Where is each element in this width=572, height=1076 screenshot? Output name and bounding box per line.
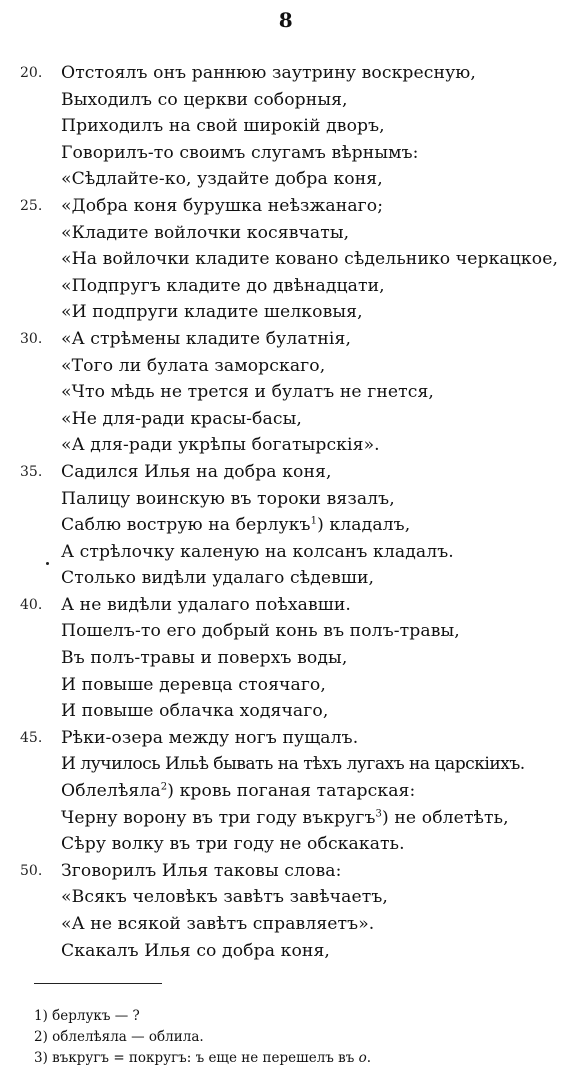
- verse-line: [0, 911, 572, 938]
- verse-line-text: [61, 672, 326, 699]
- verse-line: [0, 725, 572, 752]
- verse-line: [0, 645, 572, 672]
- verse-line-text: [61, 725, 358, 752]
- verse-line: [0, 751, 572, 778]
- verse-text-tail: ) не облетѣть,: [382, 807, 509, 828]
- footnote-text: 2) облелѣяла — облила.: [34, 1029, 204, 1045]
- verse-text-main: Саблю вострую на берлукъ: [61, 515, 311, 536]
- verse-line-number: 30.: [20, 330, 43, 347]
- verse-text-main: Выходилъ со церкви соборныя,: [61, 89, 348, 110]
- verse-text-main: Пошелъ-то его добрый конь въ полъ-травы,: [61, 621, 460, 642]
- verse-line: [0, 406, 572, 433]
- verse-line: [0, 87, 572, 114]
- verse-line-text: [61, 299, 363, 326]
- verse-line: [0, 353, 572, 380]
- verse-text-main: А стрѣлочку каленую на колсанъ кладалъ.: [61, 541, 454, 562]
- verse-text-main: Говорилъ-то своимъ слугамъ вѣрнымъ:: [61, 142, 419, 163]
- verse-text-main: «И подпруги кладите шелковыя,: [61, 302, 363, 323]
- verse-line: [0, 884, 572, 911]
- verse-line: [0, 166, 572, 193]
- footnote: [34, 1027, 554, 1048]
- footnotes: [34, 1006, 554, 1069]
- verse-line: [0, 432, 572, 459]
- verse-line: [0, 140, 572, 167]
- verse-line-text: [61, 140, 419, 167]
- verse-line: [0, 938, 572, 965]
- verse-line-text: [61, 432, 380, 459]
- verse-line-text: [61, 113, 385, 140]
- verse-line: [0, 698, 572, 725]
- verse-text-tail: ) кровь поганая татарская:: [167, 781, 416, 802]
- verse-line-number: 20.: [20, 65, 43, 81]
- verse-line-text: [61, 911, 374, 938]
- verse-text-main: И повыше облачка ходячаго,: [61, 701, 329, 722]
- footnote: [34, 1006, 554, 1027]
- footnote-text: 1) берлукъ — ?: [34, 1008, 140, 1024]
- verse-line-text: [61, 60, 476, 87]
- footnote-marker: 3: [375, 807, 382, 819]
- verse-line-text: [61, 273, 385, 300]
- verse-text-main: Столько видѣли удалаго сѣдевши,: [61, 568, 375, 589]
- verse-text-main: Скакалъ Илья со добра коня,: [61, 940, 330, 961]
- verse-line-text: [61, 512, 410, 539]
- verse-line: [0, 778, 572, 805]
- verse-text-main: И повыше деревца стоячаго,: [61, 674, 326, 695]
- verse-line-text: [61, 406, 302, 433]
- footnote-text: 3) въкругъ = покругъ: ъ еще не перешелъ въ: [34, 1050, 359, 1066]
- verse-line: [0, 220, 572, 247]
- verse-text-main: «А стрѣмены кладите булатнія,: [61, 328, 352, 349]
- verse-line-text: [61, 938, 330, 965]
- stray-print-mark: [46, 562, 49, 565]
- verse-line: [0, 805, 572, 832]
- verse-line: [0, 379, 572, 406]
- verse-text-main: «Подпругъ кладите до двѣнадцати,: [61, 275, 385, 296]
- verse-text-main: Зговорилъ Илья таковы слова:: [61, 860, 342, 881]
- verse-line-text: [61, 459, 332, 486]
- footnote-tail: .: [366, 1050, 372, 1066]
- verse-line: [0, 113, 572, 140]
- verse-line-text: [61, 326, 351, 353]
- verse-line-text: [61, 486, 395, 513]
- verse-line: [0, 539, 572, 566]
- page-number: 8: [278, 8, 294, 32]
- verse-text-main: Рѣки-озера между ногъ пущалъ.: [61, 727, 359, 748]
- footnote: [34, 1048, 554, 1069]
- footnote-separator: [34, 983, 162, 984]
- verse-text-main: «Не для-ради красы-басы,: [61, 408, 302, 429]
- verse-text-main: Садился Илья на добра коня,: [61, 461, 332, 482]
- verse-line: [0, 246, 572, 273]
- verse-line-number: 35.: [20, 463, 43, 480]
- poem-body: [0, 60, 572, 964]
- verse-text-main: «Добра коня бурушка неѣзжанаго;: [61, 195, 384, 216]
- verse-text-main: И лучилось Ильѣ бывать на тѣхъ лугахъ на царскіихъ.: [61, 754, 525, 775]
- verse-line: [0, 60, 572, 87]
- verse-line-text: [61, 805, 509, 832]
- verse-text-main: Приходилъ на свой широкій дворъ,: [61, 116, 385, 137]
- verse-line-text: [61, 565, 374, 592]
- verse-line-text: [61, 645, 347, 672]
- verse-line: [0, 459, 572, 486]
- verse-line-text: [61, 379, 434, 406]
- verse-line: [0, 565, 572, 592]
- verse-line: [0, 273, 572, 300]
- verse-line-text: [61, 618, 460, 645]
- verse-text-main: А не видѣли удалаго поѣхавши.: [61, 594, 351, 615]
- footnote-marker: 2: [160, 781, 168, 793]
- verse-text-main: «Всякъ человѣкъ завѣтъ завѣчаетъ,: [61, 887, 388, 908]
- verse-line-text: [61, 353, 325, 380]
- verse-text-main: «Сѣдлайте-ко, уздайте добра коня,: [61, 169, 383, 190]
- verse-text-main: «А не всякой завѣтъ справляетъ».: [61, 914, 375, 934]
- verse-line-number: 45.: [20, 729, 43, 746]
- verse-line: [0, 618, 572, 645]
- verse-text-main: Сѣру волку въ три году не обскакать.: [61, 834, 405, 855]
- verse-text-main: Отстоялъ онъ раннюю заутрину воскресную,: [61, 63, 476, 83]
- verse-text-tail: ) кладалъ,: [317, 515, 411, 536]
- verse-text-main: Черну ворону въ три году въкругъ: [61, 807, 376, 828]
- verse-line-text: [61, 858, 342, 885]
- verse-line-text: [61, 751, 525, 778]
- verse-line-text: [61, 884, 388, 911]
- verse-line-text: [61, 778, 415, 805]
- verse-line-number: 25.: [20, 197, 43, 214]
- verse-text-main: «На войлочки кладите ковано сѣдельнико черкацкое,: [61, 249, 559, 270]
- verse-text-main: Облелѣяла: [61, 781, 161, 802]
- verse-line: [0, 831, 572, 858]
- verse-line: [0, 858, 572, 885]
- verse-line-text: [61, 87, 348, 114]
- verse-line: [0, 193, 572, 220]
- verse-text-main: Палицу воинскую въ тороки вязалъ,: [61, 488, 395, 509]
- verse-line-text: [61, 698, 328, 725]
- verse-line: [0, 512, 572, 539]
- verse-line: [0, 672, 572, 699]
- verse-text-main: «Того ли булата заморскаго,: [61, 355, 326, 376]
- verse-line: [0, 592, 572, 619]
- verse-line: [0, 299, 572, 326]
- footnote-marker: 1: [310, 515, 318, 527]
- verse-line-text: [61, 220, 349, 247]
- verse-line-text: [61, 246, 558, 273]
- footnote-emphasis: о: [358, 1050, 367, 1066]
- verse-line: [0, 326, 572, 353]
- verse-text-main: «Кладите войлочки косявчаты,: [61, 222, 350, 243]
- verse-line-text: [61, 592, 351, 619]
- verse-line-text: [61, 193, 383, 220]
- verse-line-text: [61, 166, 383, 193]
- verse-text-main: Въ полъ-травы и поверхъ воды,: [61, 648, 348, 669]
- verse-text-main: «А для-ради укрѣпы богатырскія».: [61, 435, 380, 456]
- verse-line-text: [61, 539, 454, 566]
- verse-line-number: 40.: [20, 596, 43, 613]
- verse-text-main: «Что мѣдь не трется и булатъ не гнется,: [61, 382, 434, 403]
- verse-line: [0, 486, 572, 513]
- verse-line-number: 50.: [20, 862, 43, 879]
- verse-line-text: [61, 831, 405, 858]
